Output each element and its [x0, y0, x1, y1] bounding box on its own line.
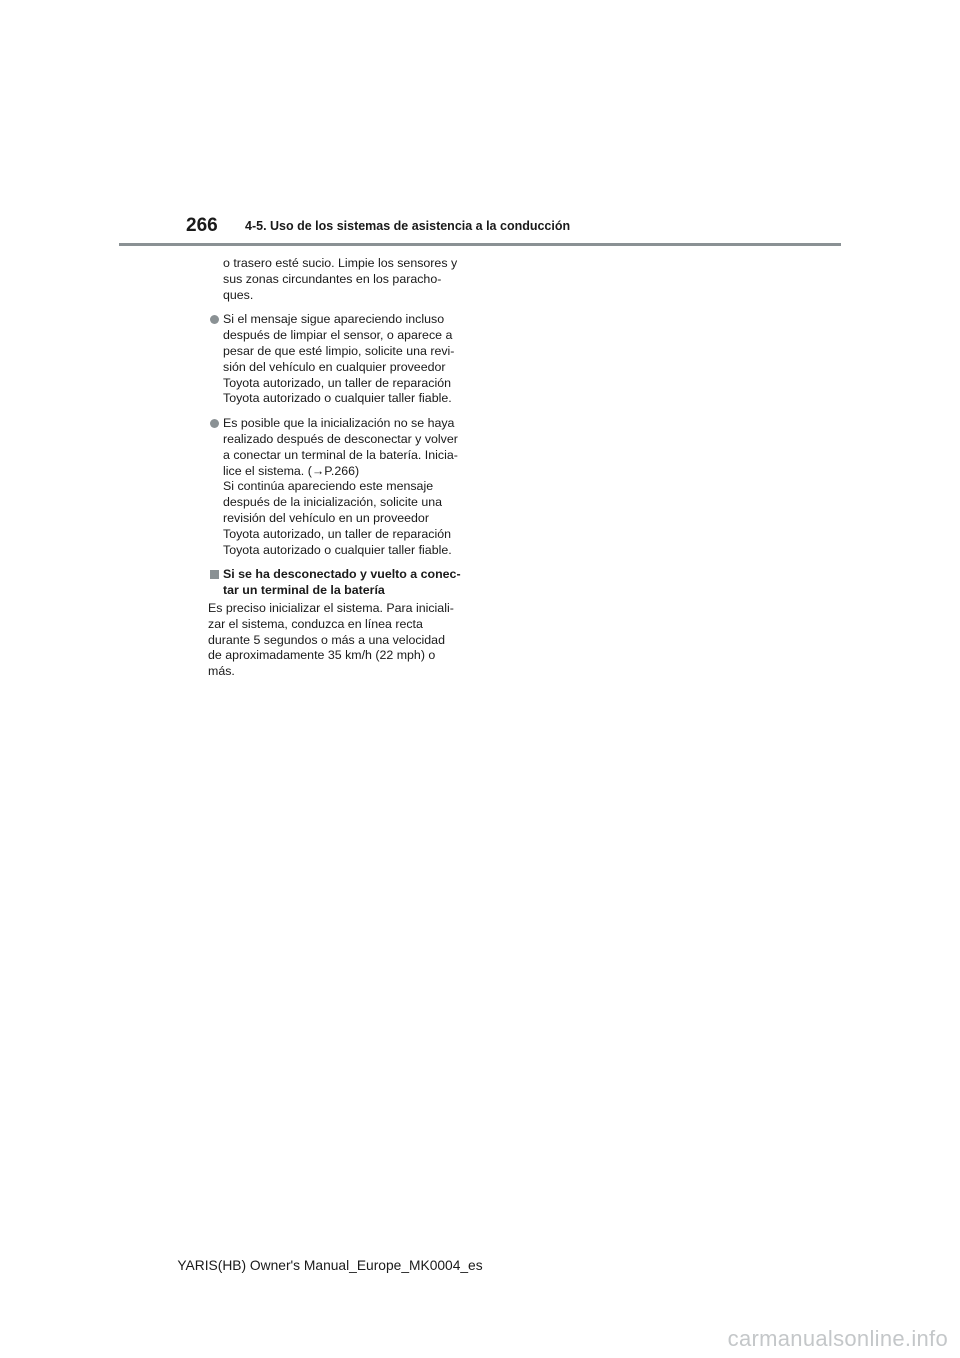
content-column [208, 256, 470, 680]
text-line: Toyota autorizado, un taller de reparación [223, 526, 451, 541]
section-title: 4-5. Uso de los sistemas de asistencia a la conducción [245, 219, 571, 233]
text-line: pesar de que esté limpio, solicite una revi- [223, 343, 455, 358]
text-line: Toyota autorizado, un taller de reparación [223, 375, 451, 390]
bullet-item-initialization [208, 416, 470, 558]
text-line: revisión del vehículo en un proveedor [223, 510, 429, 525]
heading-line: tar un terminal de la batería [223, 583, 385, 598]
text-line: Si el mensaje sigue apareciendo incluso [223, 312, 445, 327]
text-line: sión del vehículo en cualquier proveedor [223, 359, 446, 374]
manual-footer: YARIS(HB) Owner's Manual_Europe_MK0004_es [177, 1258, 483, 1273]
text-line: Es preciso inicializar el sistema. Para iniciali- [208, 600, 454, 615]
text-line: más. [208, 664, 235, 679]
subsection-heading [208, 567, 470, 599]
text-line: a conectar un terminal de la batería. Inicia- [223, 447, 458, 462]
text-line: Toyota autorizado o cualquier taller fiable. [223, 542, 452, 557]
page-number: 266 [186, 215, 218, 236]
text-line: Toyota autorizado o cualquier taller fiable. [223, 391, 452, 406]
text-line: después de la inicialización, solicite una [223, 495, 443, 510]
body-paragraph [208, 601, 470, 680]
bullet-icon [210, 315, 219, 324]
bullet-item-sensor-cleaning [208, 312, 470, 407]
text-line: realizado después de desconectar y volver [223, 431, 458, 446]
text-line: zar el sistema, conduzca en línea recta [208, 616, 423, 631]
continuation-paragraph [208, 256, 470, 303]
square-bullet-icon [210, 570, 219, 579]
heading-line: Si se ha desconectado y vuelto a conec- [223, 567, 461, 582]
text-line: después de limpiar el sensor, o aparece a [223, 328, 453, 343]
page-reference-link[interactable]: lice el sistema. (→P.266) [223, 463, 360, 478]
text-line: de aproximadamente 35 km/h (22 mph) o [208, 648, 436, 663]
text-line: ques. [223, 287, 254, 302]
text-line: Si continúa apareciendo este mensaje [223, 479, 434, 494]
header-divider [119, 243, 841, 246]
text-line: o trasero esté sucio. Limpie los sensores y [223, 256, 458, 270]
text-line: durante 5 segundos o más a una velocidad [208, 632, 445, 647]
bullet-icon [210, 419, 219, 428]
text-line: sus zonas circundantes en los paracho- [223, 271, 442, 286]
watermark: carmanualsonline.info [727, 1326, 948, 1351]
text-line: Es posible que la inicialización no se haya [223, 416, 455, 431]
